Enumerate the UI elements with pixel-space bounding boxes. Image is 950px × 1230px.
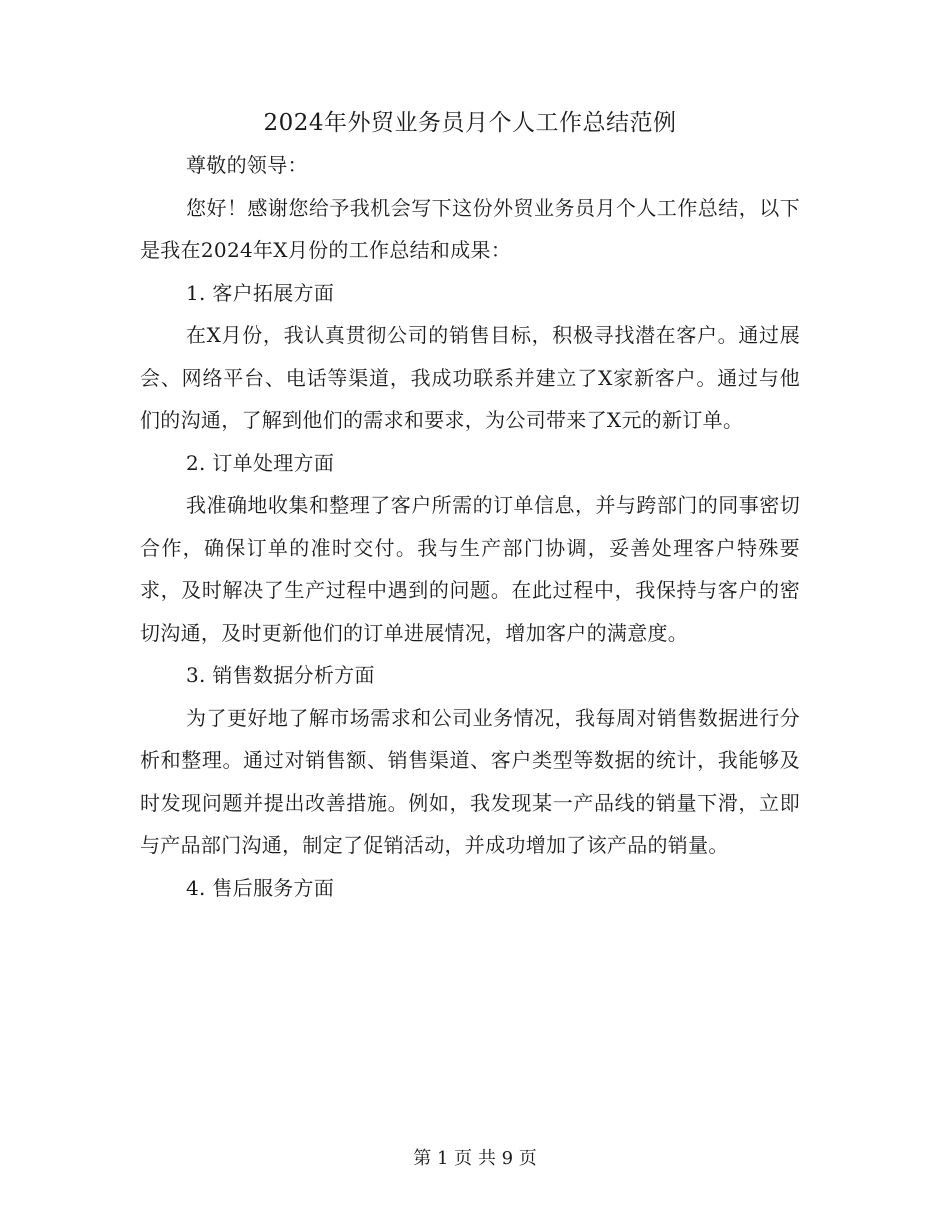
section-heading-after-sales: 4. 售后服务方面 bbox=[186, 875, 335, 900]
salutation: 尊敬的领导： bbox=[186, 153, 308, 177]
section-body-sales-analysis: 为了更好地了解市场需求和公司业务情况，我每周对销售数据进行分析和整理。通过对销售额、销售渠道、客户类型等数据的统计，我能够及时发现问题并提出改善措施。例如，我发现某一产品线的销量下滑，立即与产品部门沟通，制定了促销活动，并成功增加了该产品的销量。 bbox=[140, 705, 800, 857]
document-body bbox=[140, 102, 800, 909]
document-title: 2024年外贸业务员月个人工作总结范例 bbox=[263, 110, 677, 136]
page-footer bbox=[0, 1146, 950, 1172]
section-heading-order-processing: 2. 订单处理方面 bbox=[186, 450, 335, 475]
section-body-order-processing: 我准确地收集和整理了客户所需的订单信息，并与跨部门的同事密切合作，确保订单的准时交付。我与生产部门协调，妥善处理客户特殊要求，及时解决了生产过程中遇到的问题。在此过程中，我保持与客户的密切沟通，及时更新他们的订单进展情况，增加客户的满意度。 bbox=[140, 493, 800, 645]
intro-paragraph: 您好！感谢您给予我机会写下这份外贸业务员月个人工作总结，以下是我在2024年X月份的工作总结和成果： bbox=[140, 195, 800, 262]
page-number: 第 1 页 共 9 页 bbox=[413, 1148, 537, 1169]
section-heading-customer-expansion: 1. 客户拓展方面 bbox=[186, 280, 335, 305]
section-heading-sales-analysis: 3. 销售数据分析方面 bbox=[186, 663, 375, 687]
section-body-customer-expansion: 在X月份，我认真贯彻公司的销售目标，积极寻找潜在客户。通过展会、网络平台、电话等渠道，我成功联系并建立了X家新客户。通过与他们的沟通，了解到他们的需求和要求，为公司带来了X元的新订单。 bbox=[140, 323, 800, 432]
